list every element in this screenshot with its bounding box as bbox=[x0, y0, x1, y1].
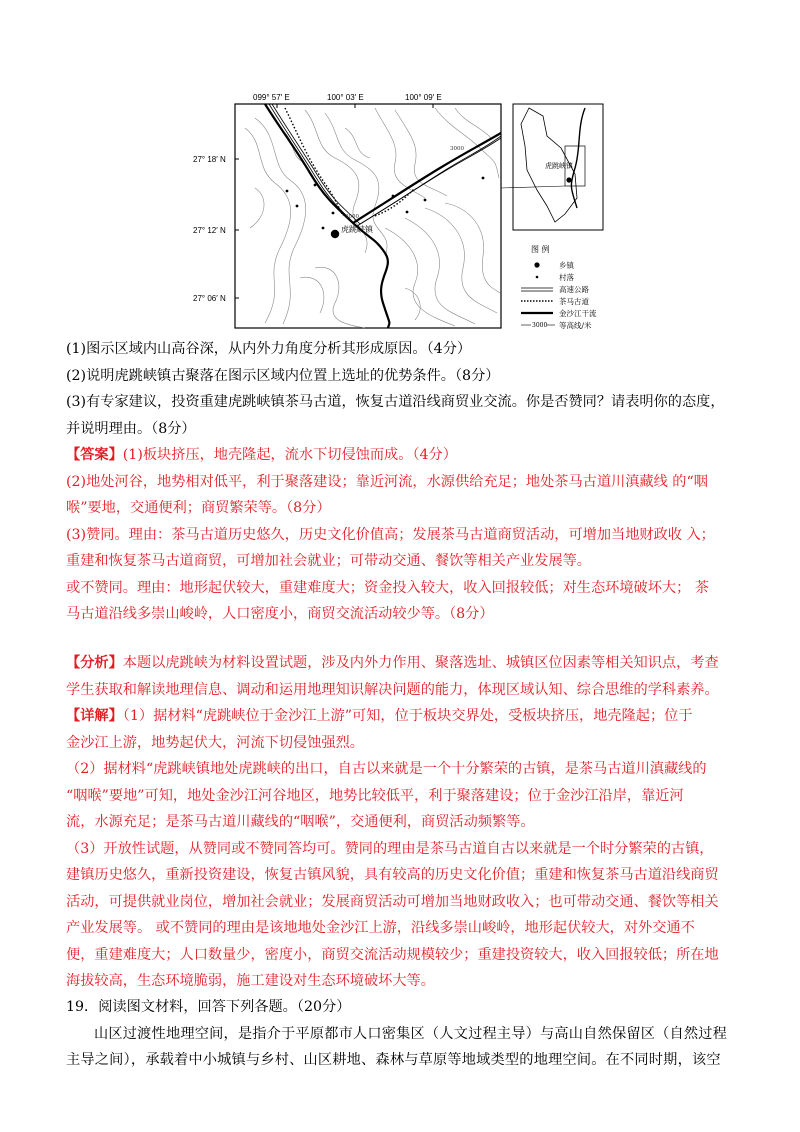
analysis-text-cont: 学生获取和解读地理信息、调动和运用地理知识解决问题的能力，体现区域认知、综合思维的学科素养。 bbox=[66, 681, 719, 698]
lat-label: 27° 12′ N bbox=[193, 226, 226, 235]
detail-2-cont: “咽喉”要地”可知，地处金沙江河谷地区，地势比较低平，利于聚落建设；位于金沙江沿岸，靠近河 bbox=[66, 787, 684, 804]
detail-3-cont: 便，重建难度大；人口数量少，密度小，商贸交流活动规模较少；重建投资较大，收入回报较低；所在地 bbox=[66, 946, 719, 963]
answer-3-alt-cont: 马古道沿线多崇山峻岭，人口密度小，商贸交流活动较少等。（8分） bbox=[66, 606, 494, 622]
detail-block bbox=[66, 703, 738, 995]
question-1: (1)图示区域内山高谷深，从内外力角度分析其形成原因。（4分） bbox=[66, 341, 472, 357]
legend-village-symbol bbox=[536, 276, 539, 279]
contour-value: 3000 bbox=[345, 214, 359, 220]
contour-value: 3000 bbox=[450, 146, 464, 152]
question-19-para: 山区过渡性地理空间，是指介于平原都市人口密集区（人文过程主导）与高山自然保留区（自然过程 bbox=[94, 1025, 728, 1042]
answer-3: (3)赞同。理由：茶马古道历史悠久，历史文化价值高；发展茶马古道商贸活动，可增加当地财政收 入； bbox=[66, 526, 715, 543]
lon-label: 100° 09′ E bbox=[405, 93, 442, 102]
detail-1-cont: 金沙江上游，地势起伏大，河流下切侵蚀强烈。 bbox=[66, 734, 364, 751]
detail-1: （1）据材料“虎跳峡位于金沙江上游”可知，位于板块交界处，受板块挤压，地壳隆起；位于 bbox=[122, 708, 693, 724]
detail-2-cont: 流，水源充足；是茶马古道川藏线的“咽喉”，交通便利，商贸活动频繁等。 bbox=[66, 814, 535, 830]
answer-3-cont: 重建和恢复茶马古道商贸，可增加社会就业；可带动交通、餐饮等相关产业发展等。 bbox=[66, 553, 591, 569]
legend-title: 图 例 bbox=[531, 245, 550, 254]
legend-item: 茶马古道 bbox=[559, 297, 589, 306]
analysis-block bbox=[66, 650, 738, 703]
lat-label: 27° 18′ N bbox=[193, 155, 226, 164]
legend-item: 等高线/米 bbox=[559, 321, 592, 330]
legend-contour-value: 3000 bbox=[532, 322, 548, 329]
legend bbox=[521, 260, 597, 330]
question-3-cont: 并说明理由。（8分） bbox=[66, 420, 196, 437]
legend-item: 村落 bbox=[559, 273, 574, 282]
question-19-para-cont: 主导之间），承载着中小城镇与乡村、山区耕地、森林与草原等地域类型的地理空间。在不同时期，该空 bbox=[66, 1052, 721, 1068]
answer-1: (1)板块挤压，地壳隆起，流水下切侵蚀而成。（4分） bbox=[122, 447, 457, 463]
question-19 bbox=[66, 994, 738, 1074]
detail-3-cont: 建镇历史悠久，重新投资建设，恢复古镇风貌，具有较高的历史文化价值；重建和恢复茶马古道沿线商贸 bbox=[66, 867, 719, 883]
analysis-text: 本题以虎跳峡为材料设置试题，涉及内外力作用、聚落选址、城镇区位因素等相关知识点，考查 bbox=[122, 655, 719, 671]
lon-label: 100° 03′ E bbox=[327, 93, 364, 102]
answer-block bbox=[66, 442, 738, 628]
question-19-title: 19．阅读图文材料，回答下列各题。（20分） bbox=[66, 999, 351, 1015]
answer-2: (2)地处河谷，地势相对低平，利于聚落建设；靠近河流，水源供给充足；地处茶马古道川滇藏线 的“咽 bbox=[66, 473, 708, 490]
question-2: (2)说明虎跳峡镇古聚落在图示区域内位置上选址的优势条件。（8分） bbox=[66, 367, 500, 384]
answer-3-alt: 或不赞同。理由：地形起伏较大，重建难度大；资金投入较大，收入回报较低；对生态环境破坏大； 茶 bbox=[66, 579, 709, 596]
detail-3-cont: 活动，可提供就业岗位，增加社会就业；发展商贸活动可增加当地财政收入；也可带动交通、餐饮等相关 bbox=[66, 893, 719, 910]
town-label: 虎跳峡镇 bbox=[341, 225, 373, 234]
legend-item: 乡镇 bbox=[559, 261, 574, 270]
detail-3-cont: 海拔较高，生态环境脆弱，施工建设对生态环境破坏大等。 bbox=[66, 973, 435, 989]
detail-2: （2）据材料“虎跳峡镇地处虎跳峡的出口，自古以来就是一个十分繁荣的古镇，是茶马古道川滇藏线的 bbox=[66, 761, 707, 777]
inset-town-label: 虎跳峡镇 bbox=[545, 162, 573, 170]
lat-label: 27° 06′ N bbox=[193, 294, 226, 303]
legend-item: 金沙江干流 bbox=[559, 309, 597, 318]
question-3: (3)有专家建议，投资重建虎跳峡镇茶马古道，恢复古道沿线商贸业交流。你是否赞同？请表明你的态度， bbox=[66, 394, 725, 410]
legend-town-symbol bbox=[534, 262, 539, 267]
map-figure bbox=[193, 88, 645, 334]
analysis-tag: 【分析】 bbox=[66, 655, 123, 671]
answer-tag: 【答案】 bbox=[66, 447, 123, 463]
map-frame bbox=[235, 104, 501, 328]
questions bbox=[66, 336, 738, 442]
lon-label: 099° 57′ E bbox=[253, 93, 290, 102]
detail-3: （3）开放性试题，从赞同或不赞同答均可。赞同的理由是茶马古道自古以来就是一个时分繁荣的古镇， bbox=[66, 840, 714, 857]
answer-2-cont: 喉”要地，交通便利；商贸繁荣等。（8分） bbox=[66, 500, 331, 516]
detail-tag: 【详解】 bbox=[66, 708, 123, 724]
legend-item: 高速公路 bbox=[559, 285, 589, 294]
inset-town-marker bbox=[566, 177, 571, 182]
town-marker bbox=[331, 230, 339, 238]
detail-3-cont: 产业发展等。 或不赞同的理由是该地地处金沙江上游，沿线多崇山峻岭，地形起伏较大，对外交通不 bbox=[66, 920, 695, 936]
